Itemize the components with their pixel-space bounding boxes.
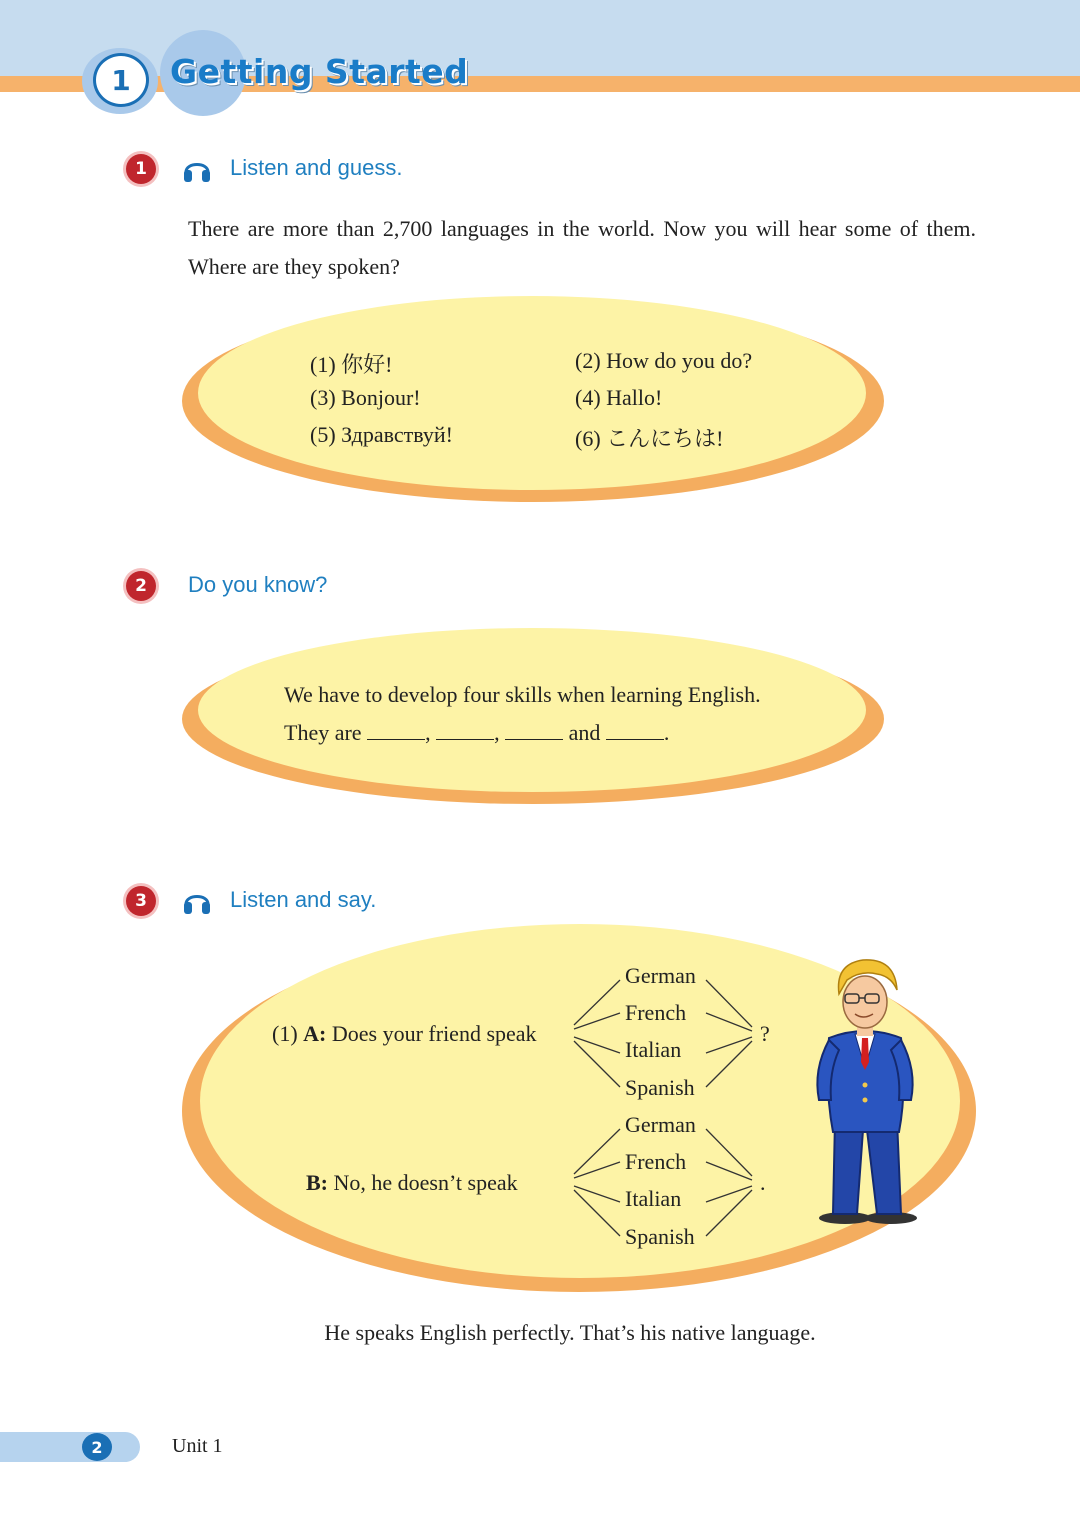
lang-a-spanish: Spanish bbox=[625, 1075, 695, 1100]
exercise-1-title: Listen and guess. bbox=[230, 155, 403, 180]
blank-1[interactable] bbox=[367, 721, 425, 740]
period: . bbox=[760, 1170, 766, 1195]
exercise-3-title: Listen and say. bbox=[230, 887, 377, 912]
lang-b-german: German bbox=[625, 1112, 696, 1137]
lang-a-german: German bbox=[625, 963, 696, 988]
page-title: Getting Started bbox=[170, 52, 469, 91]
exercise-1-number: 1 bbox=[126, 154, 156, 184]
comma: , bbox=[425, 720, 431, 745]
comma: , bbox=[494, 720, 500, 745]
dialogue-a bbox=[272, 1021, 537, 1047]
blank-2[interactable] bbox=[436, 721, 494, 740]
option-4: (4) Hallo! bbox=[575, 385, 663, 410]
exercise-2-prefix: They are bbox=[284, 720, 362, 745]
headphones-icon[interactable] bbox=[182, 154, 212, 184]
teacher-illustration bbox=[805, 950, 925, 1230]
lang-b-french: French bbox=[625, 1149, 687, 1174]
exercise-3-number: 3 bbox=[126, 886, 156, 916]
exercise-1-text: There are more than 2,700 languages in the world. Now you will hear some of them. Where are they spoken? bbox=[188, 216, 976, 279]
lang-a-italian: Italian bbox=[625, 1037, 682, 1062]
page-number: 2 bbox=[82, 1433, 112, 1461]
lang-b-spanish: Spanish bbox=[625, 1224, 695, 1249]
period: . bbox=[663, 720, 670, 745]
speaker-a: A: bbox=[303, 1021, 327, 1046]
blank-4[interactable] bbox=[606, 721, 664, 740]
and-word: and bbox=[568, 720, 601, 745]
exercise-2-line-2 bbox=[284, 720, 669, 746]
closing-sentence: He speaks English perfectly. That’s his native language. bbox=[324, 1320, 816, 1345]
exercise-2-number: 2 bbox=[126, 571, 156, 601]
exercise-2-title: Do you know? bbox=[188, 572, 328, 597]
question-mark: ? bbox=[760, 1021, 770, 1046]
lang-a-french: French bbox=[625, 1000, 687, 1025]
speaker-b: B: bbox=[306, 1170, 328, 1195]
dialogue-b bbox=[306, 1170, 518, 1196]
option-3: (3) Bonjour! bbox=[310, 385, 421, 410]
unit-label: Unit 1 bbox=[172, 1435, 223, 1457]
lang-b-italian: Italian bbox=[625, 1186, 682, 1211]
question-text: Does your friend speak bbox=[331, 1021, 537, 1046]
question-number: (1) bbox=[272, 1021, 298, 1046]
option-2: (2) How do you do? bbox=[575, 348, 753, 373]
unit-badge: 1 bbox=[93, 53, 149, 107]
option-5: (5) Здравствуй! bbox=[310, 422, 453, 447]
option-1: (1) 你好! bbox=[310, 352, 393, 377]
exercise-2-line-1: We have to develop four skills when learning English. bbox=[284, 682, 761, 707]
option-6: (6) こんにちは! bbox=[575, 426, 724, 451]
headphones-icon[interactable] bbox=[182, 886, 212, 916]
answer-text: No, he doesn’t speak bbox=[333, 1170, 518, 1195]
blank-3[interactable] bbox=[505, 721, 563, 740]
footer-bar bbox=[0, 1432, 140, 1462]
